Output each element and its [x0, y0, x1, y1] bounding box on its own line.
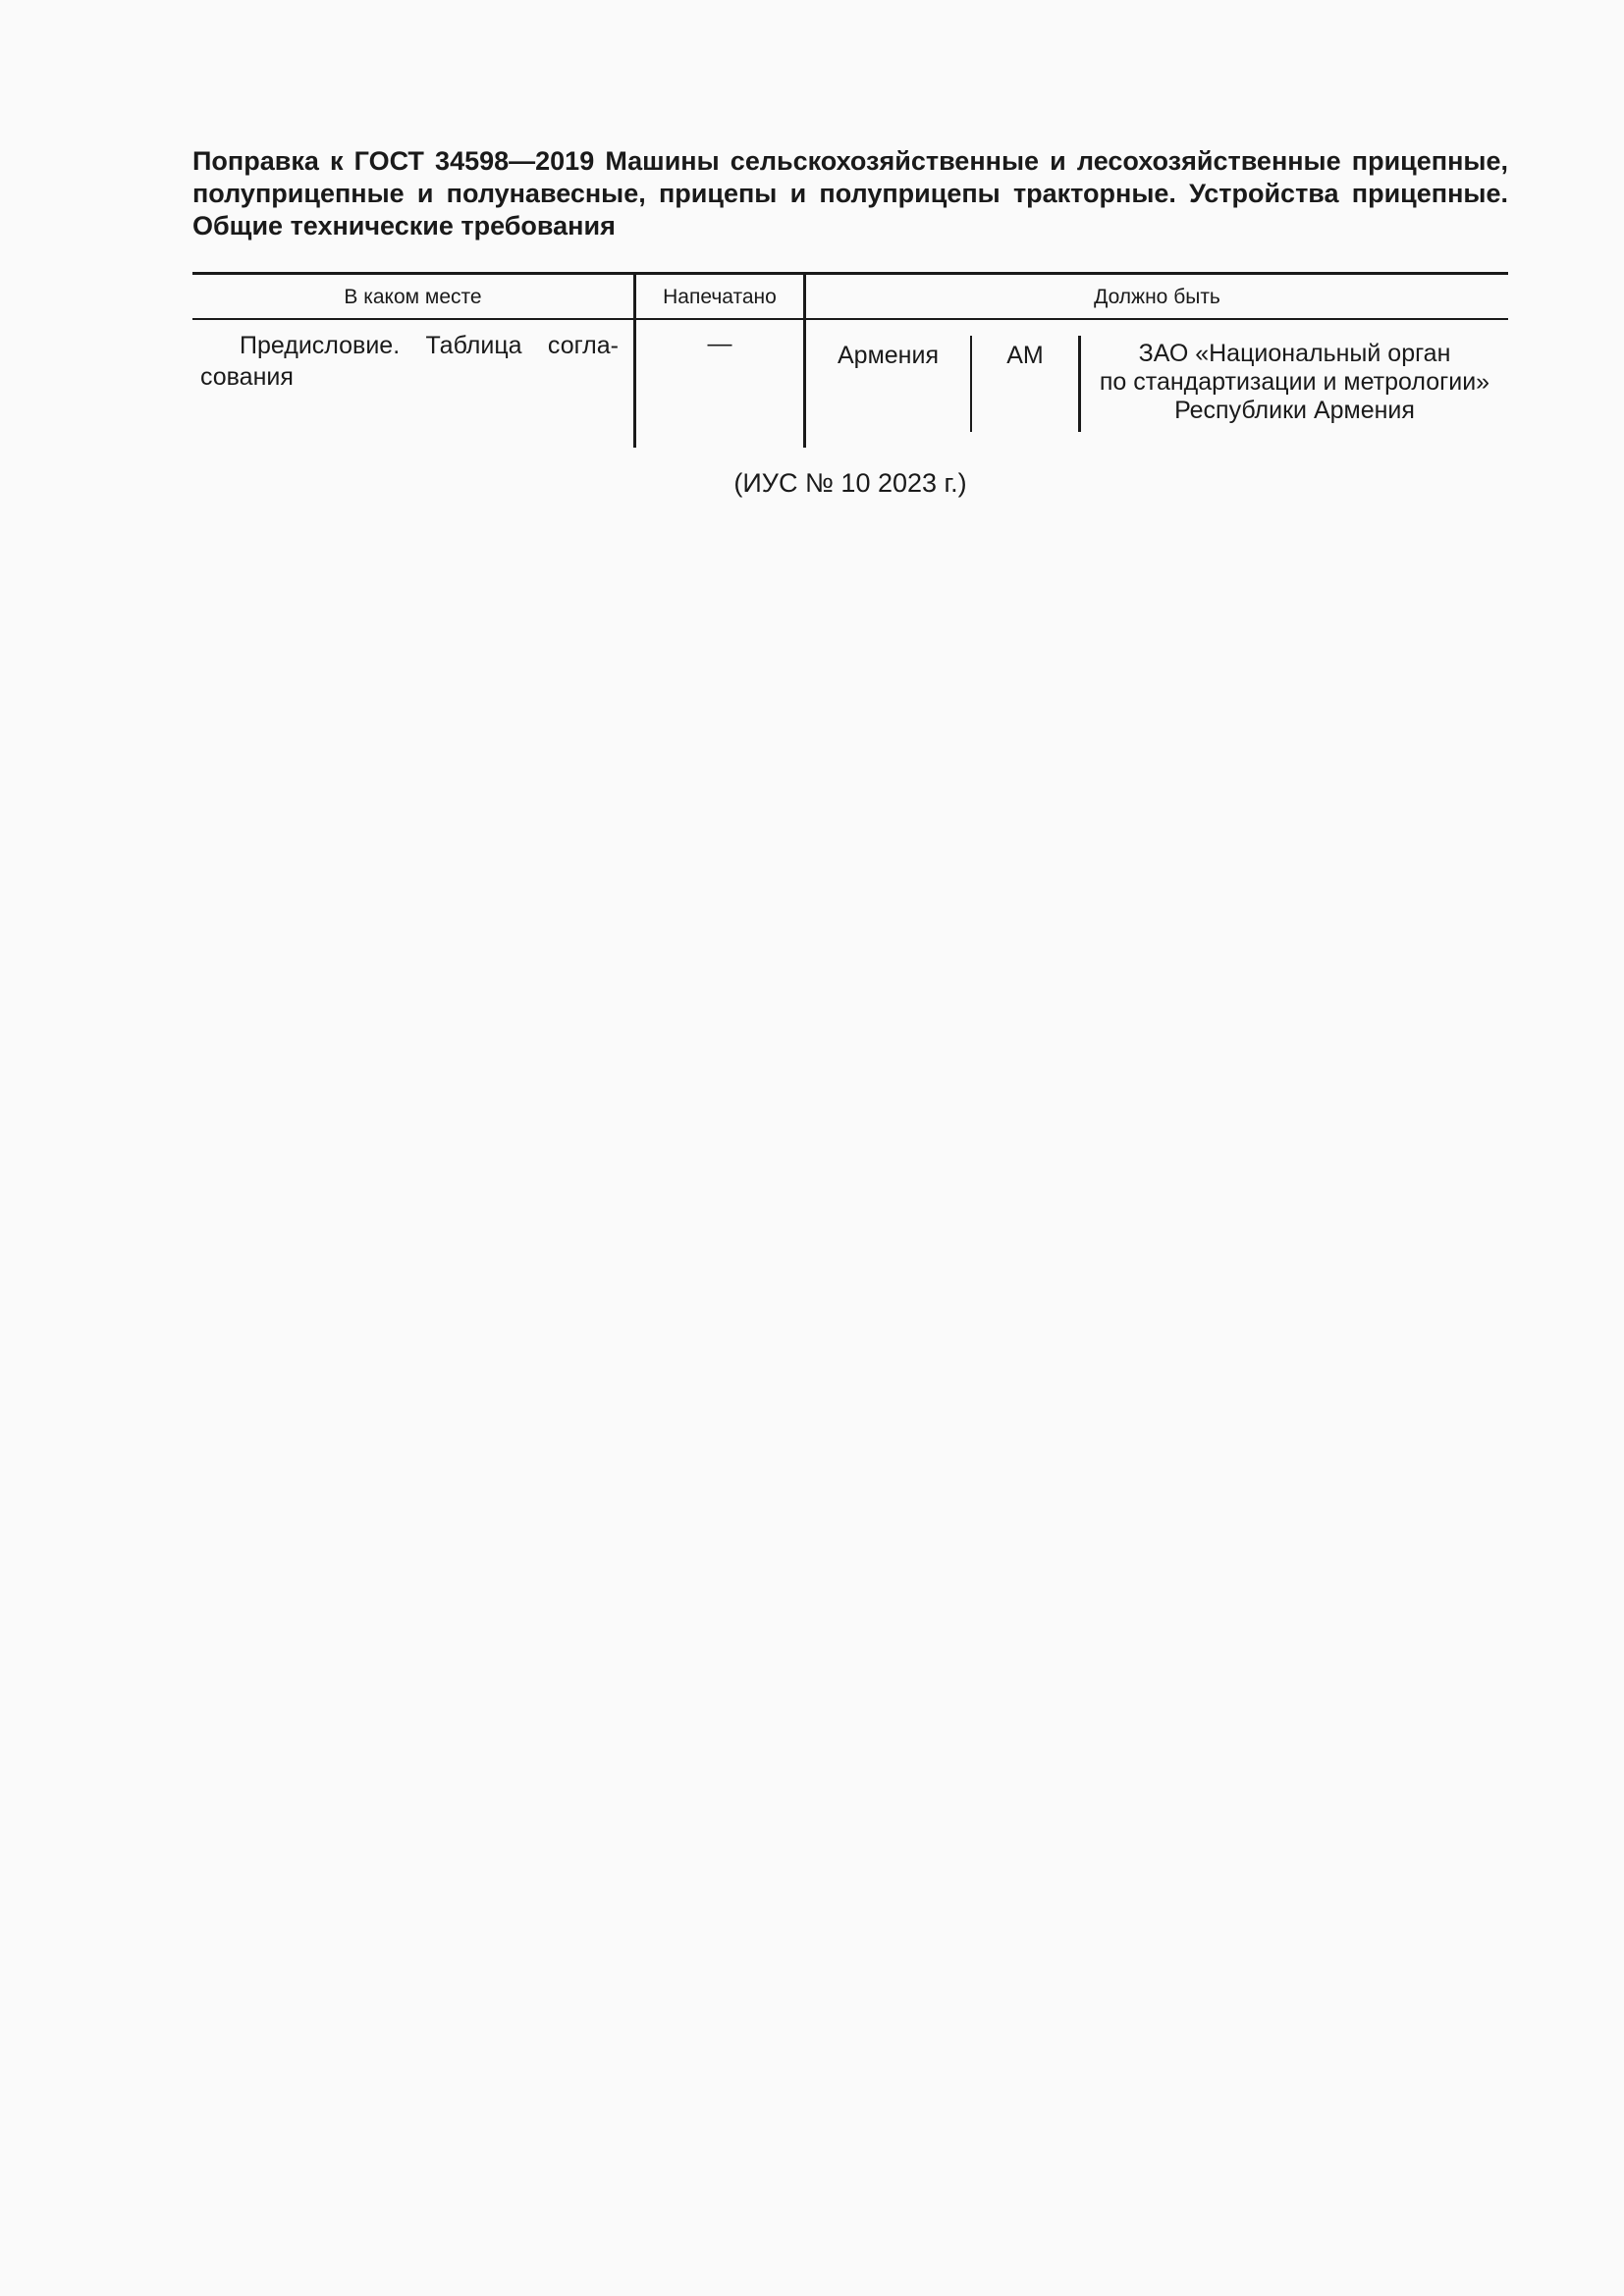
organization-line: по стандартизации и метрологии»	[1099, 368, 1490, 396]
cell-printed: —	[707, 330, 732, 357]
table-header-rule	[192, 318, 1508, 320]
organization-line: Республики Армения	[1174, 397, 1415, 424]
cell-country-code: AM	[1006, 342, 1044, 369]
table-top-rule	[192, 272, 1508, 275]
header-place: В каком месте	[344, 286, 482, 308]
organization-line: ЗАО «Национальный орган	[1138, 340, 1451, 367]
cell-country: Армения	[838, 342, 939, 369]
header-should-be: Должно быть	[1094, 286, 1220, 308]
issue-note: (ИУС № 10 2023 г.)	[733, 468, 967, 498]
cell-organization	[1081, 340, 1508, 425]
header-printed: Напечатано	[663, 286, 777, 308]
cell-place: Предисловие. Таблица согласования	[200, 332, 619, 391]
page-title: Поправка к ГОСТ 34598—2019 Машины сельскохозяйственные и лесохозяйственные прицепные, полуприцепные и полунавесные, прицепы и полуприцепы тракторные. Устройства прицепные. Общие технические требования	[192, 146, 1508, 240]
